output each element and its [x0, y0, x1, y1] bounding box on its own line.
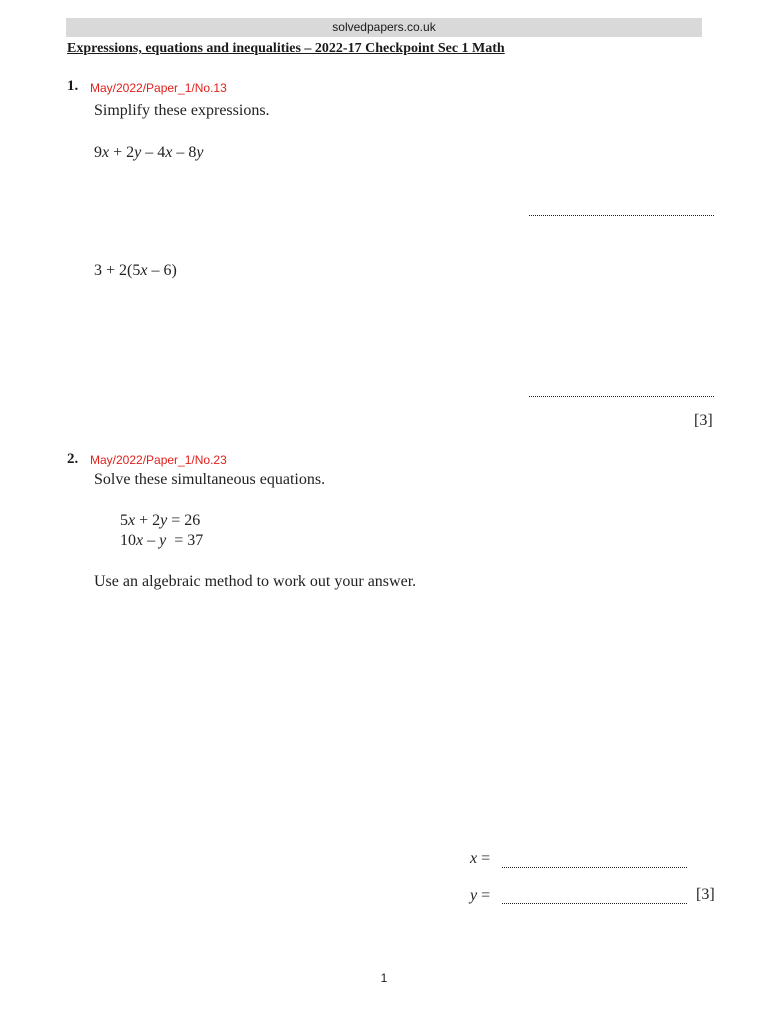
answer-y-label: y =	[470, 887, 491, 904]
question-2-instruction: Use an algebraic method to work out your answer.	[94, 573, 417, 590]
question-2-marks: [3]	[696, 886, 715, 903]
question-1-expression-b: 3 + 2(5x – 6)	[94, 262, 177, 279]
question-1-expression-a: 9x + 2y – 4x – 8y	[94, 144, 204, 161]
answer-line-1b[interactable]	[529, 396, 714, 397]
question-1-marks: [3]	[694, 412, 713, 429]
question-2-number: 2.	[67, 451, 79, 467]
answer-line-1a[interactable]	[529, 215, 714, 216]
question-2-prompt: Solve these simultaneous equations.	[94, 471, 326, 488]
question-2-reference: May/2022/Paper_1/No.23	[90, 453, 227, 467]
question-1-prompt: Simplify these expressions.	[94, 102, 270, 119]
document-title: Expressions, equations and inequalities – 2022-17 Checkpoint Sec 1 Math	[67, 41, 505, 56]
page-number: 1	[380, 971, 388, 985]
site-name: solvedpapers.co.uk	[332, 20, 436, 34]
question-1-reference: May/2022/Paper_1/No.13	[90, 81, 227, 95]
question-1-number: 1.	[67, 78, 79, 94]
equation-2: 10x – y = 37	[120, 532, 204, 549]
answer-x-label: x =	[470, 850, 491, 867]
answer-line-y[interactable]	[502, 903, 687, 904]
equation-1: 5x + 2y = 26	[120, 512, 201, 529]
answer-line-x[interactable]	[502, 867, 687, 868]
site-header-bar	[66, 18, 702, 37]
